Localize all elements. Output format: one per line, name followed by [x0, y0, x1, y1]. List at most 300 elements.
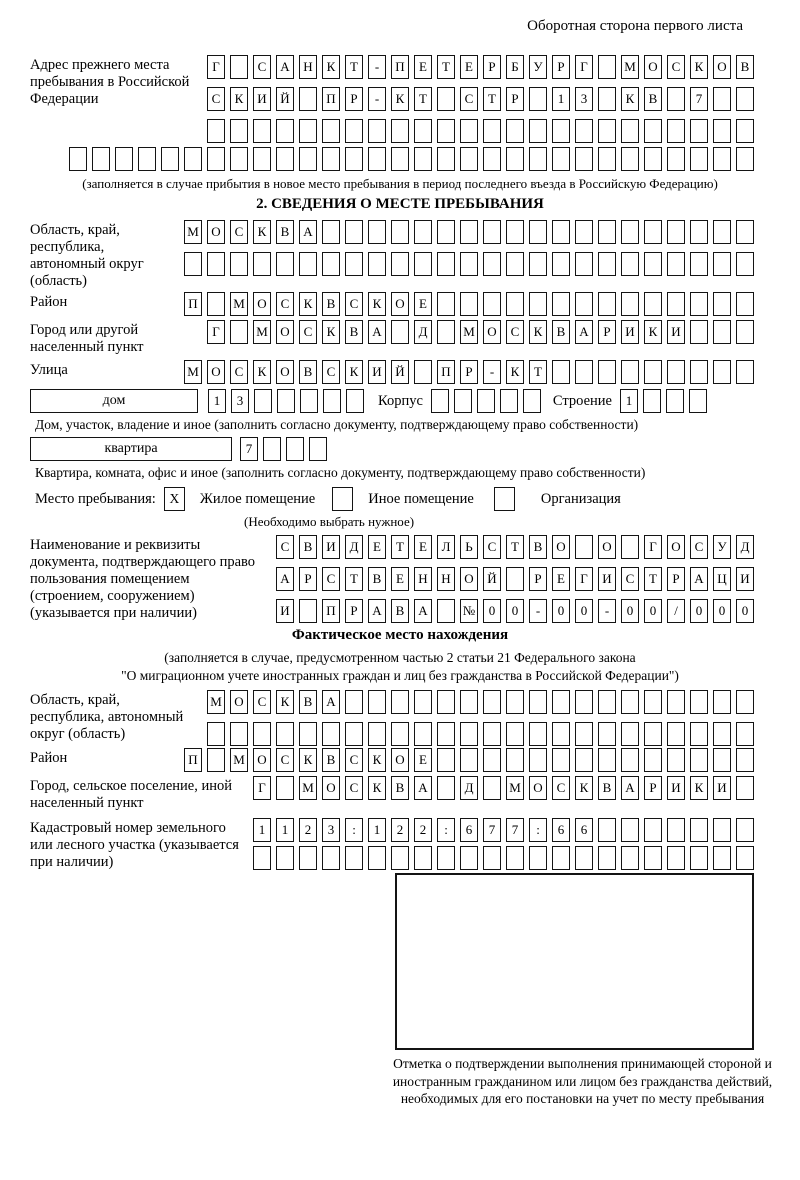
char-cell: [552, 147, 570, 171]
char-cell: Н: [299, 55, 317, 79]
char-cell: С: [460, 87, 478, 111]
char-cell: И: [322, 535, 340, 559]
char-cell: Р: [667, 567, 685, 591]
char-cell: [689, 389, 707, 413]
char-cell: [690, 252, 708, 276]
char-cell: [529, 87, 547, 111]
char-cell: [552, 690, 570, 714]
char-cell: /: [667, 599, 685, 623]
char-cell: С: [322, 360, 340, 384]
section2-title: 2. СВЕДЕНИЯ О МЕСТЕ ПРЕБЫВАНИЯ: [256, 196, 544, 212]
char-cell: А: [368, 320, 386, 344]
char-cell: [713, 119, 731, 143]
s2-street-label: Улица: [30, 362, 68, 378]
char-cell: [483, 846, 501, 870]
char-cell: 6: [575, 818, 593, 842]
char-cell: [253, 846, 271, 870]
char-cell: [644, 818, 662, 842]
char-cell: С: [621, 567, 639, 591]
prev-address-row-4-wrap: [30, 147, 754, 171]
s2-street-row: [184, 360, 754, 384]
char-cell: М: [299, 776, 317, 800]
prev-address-row-1: [207, 55, 754, 79]
char-cell: С: [690, 535, 708, 559]
char-cell: [552, 220, 570, 244]
char-cell: В: [391, 599, 409, 623]
char-cell: [253, 119, 271, 143]
char-cell: [736, 320, 754, 344]
char-cell: И: [667, 776, 685, 800]
char-cell: А: [322, 690, 340, 714]
char-cell: К: [644, 320, 662, 344]
char-cell: Т: [345, 55, 363, 79]
char-cell: О: [391, 748, 409, 772]
char-cell: [552, 722, 570, 746]
char-cell: [368, 147, 386, 171]
char-cell: [483, 776, 501, 800]
char-cell: [644, 252, 662, 276]
char-cell: [322, 220, 340, 244]
option-label-org: Организация: [540, 490, 621, 507]
char-cell: [713, 818, 731, 842]
char-cell: Р: [552, 55, 570, 79]
checkbox-zhiloe: X: [164, 487, 185, 511]
char-cell: Г: [207, 320, 225, 344]
char-cell: [736, 147, 754, 171]
char-cell: И: [736, 567, 754, 591]
char-cell: [529, 748, 547, 772]
char-cell: [690, 818, 708, 842]
char-cell: [460, 690, 478, 714]
char-cell: 0: [690, 599, 708, 623]
char-cell: [621, 690, 639, 714]
char-cell: [644, 748, 662, 772]
char-cell: [391, 147, 409, 171]
char-cell: [690, 292, 708, 316]
char-cell: В: [276, 220, 294, 244]
char-cell: [276, 147, 294, 171]
char-cell: В: [299, 690, 317, 714]
char-cell: [253, 147, 271, 171]
prev-address-group: [30, 55, 754, 143]
s2-region-label: Область, край, республика, автономный округ (область): [30, 222, 144, 289]
char-cell: 1: [620, 389, 638, 413]
char-cell: В: [529, 535, 547, 559]
char-cell: К: [391, 87, 409, 111]
char-cell: [644, 360, 662, 384]
char-cell: В: [322, 292, 340, 316]
prev-address-row-3: [207, 119, 754, 143]
char-cell: [644, 690, 662, 714]
char-cell: А: [690, 567, 708, 591]
char-cell: С: [506, 320, 524, 344]
char-cell: [299, 147, 317, 171]
char-cell: М: [184, 360, 202, 384]
char-cell: [713, 87, 731, 111]
char-cell: [736, 776, 754, 800]
char-cell: [506, 119, 524, 143]
stay-type-label: Место пребывания:: [35, 490, 156, 507]
char-cell: [207, 292, 225, 316]
char-cell: [253, 252, 271, 276]
char-cell: Й: [276, 87, 294, 111]
char-cell: [276, 846, 294, 870]
char-cell: [414, 147, 432, 171]
char-cell: [713, 252, 731, 276]
char-cell: [713, 320, 731, 344]
char-cell: М: [621, 55, 639, 79]
char-cell: [621, 535, 639, 559]
char-cell: [575, 119, 593, 143]
char-cell: 6: [552, 818, 570, 842]
char-cell: К: [299, 748, 317, 772]
char-cell: [368, 690, 386, 714]
char-cell: [460, 846, 478, 870]
char-cell: Ц: [713, 567, 731, 591]
char-cell: 6: [460, 818, 478, 842]
char-cell: [207, 119, 225, 143]
char-cell: [529, 292, 547, 316]
char-cell: [254, 389, 272, 413]
char-cell: [253, 722, 271, 746]
char-cell: [263, 437, 281, 461]
char-cell: [667, 147, 685, 171]
char-cell: 0: [644, 599, 662, 623]
s3-city-rows: [253, 776, 754, 800]
char-cell: [322, 722, 340, 746]
char-cell: [621, 360, 639, 384]
char-cell: [529, 690, 547, 714]
char-cell: М: [506, 776, 524, 800]
char-cell: 1: [253, 818, 271, 842]
stay-type-note: (Необходимо выбрать нужное): [244, 514, 415, 529]
char-cell: К: [230, 87, 248, 111]
char-cell: Т: [483, 87, 501, 111]
char-cell: [483, 722, 501, 746]
char-cell: [621, 818, 639, 842]
char-cell: [575, 292, 593, 316]
char-cell: [437, 776, 455, 800]
char-cell: -: [368, 55, 386, 79]
char-cell: С: [253, 690, 271, 714]
char-cell: О: [253, 748, 271, 772]
char-cell: [345, 690, 363, 714]
char-cell: :: [437, 818, 455, 842]
char-cell: Е: [414, 535, 432, 559]
char-cell: К: [506, 360, 524, 384]
char-cell: О: [391, 292, 409, 316]
char-cell: О: [207, 360, 225, 384]
char-cell: [690, 147, 708, 171]
char-cell: А: [621, 776, 639, 800]
char-cell: [713, 292, 731, 316]
char-cell: [437, 320, 455, 344]
char-cell: 0: [483, 599, 501, 623]
char-cell: [529, 846, 547, 870]
char-cell: [345, 722, 363, 746]
char-cell: [713, 690, 731, 714]
char-cell: [391, 722, 409, 746]
char-cell: Й: [391, 360, 409, 384]
char-cell: М: [253, 320, 271, 344]
char-cell: [690, 748, 708, 772]
char-cell: [598, 147, 616, 171]
char-cell: Т: [506, 535, 524, 559]
char-cell: А: [299, 220, 317, 244]
char-cell: [736, 722, 754, 746]
char-cell: [437, 722, 455, 746]
char-cell: [483, 748, 501, 772]
char-cell: Р: [598, 320, 616, 344]
char-cell: [286, 437, 304, 461]
char-cell: [598, 818, 616, 842]
cadastral-row-1: [253, 818, 754, 842]
char-cell: [92, 147, 110, 171]
s2-region-rows: [184, 220, 754, 276]
char-cell: [506, 252, 524, 276]
prev-address-label: Адрес прежнего места пребывания в Российской Федерации: [30, 57, 190, 107]
char-cell: В: [368, 567, 386, 591]
char-cell: К: [368, 748, 386, 772]
char-cell: [644, 722, 662, 746]
char-cell: :: [345, 818, 363, 842]
s2-region-row-2: [184, 252, 754, 276]
char-cell: В: [391, 776, 409, 800]
char-cell: В: [598, 776, 616, 800]
char-cell: О: [483, 320, 501, 344]
apartment-row: [30, 437, 754, 461]
char-cell: [667, 846, 685, 870]
char-cell: [414, 252, 432, 276]
char-cell: [552, 748, 570, 772]
char-cell: Е: [460, 55, 478, 79]
char-cell: [575, 722, 593, 746]
char-cell: Д: [345, 535, 363, 559]
char-cell: С: [276, 535, 294, 559]
char-cell: [460, 147, 478, 171]
char-cell: К: [529, 320, 547, 344]
char-cell: [230, 722, 248, 746]
char-cell: [644, 119, 662, 143]
char-cell: И: [253, 87, 271, 111]
apartment-label-box: квартира: [30, 437, 232, 461]
char-cell: 0: [736, 599, 754, 623]
house-label-box: дом: [30, 389, 198, 413]
prev-address-row-4: [69, 147, 754, 171]
char-cell: К: [276, 690, 294, 714]
char-cell: [575, 220, 593, 244]
char-cell: А: [575, 320, 593, 344]
char-cell: И: [621, 320, 639, 344]
char-cell: [322, 119, 340, 143]
char-cell: Р: [345, 599, 363, 623]
char-cell: В: [345, 320, 363, 344]
char-cell: [391, 690, 409, 714]
char-cell: О: [644, 55, 662, 79]
char-cell: [529, 722, 547, 746]
char-cell: 7: [240, 437, 258, 461]
char-cell: [690, 320, 708, 344]
char-cell: :: [529, 818, 547, 842]
char-cell: [621, 846, 639, 870]
char-cell: 7: [483, 818, 501, 842]
char-cell: [437, 748, 455, 772]
char-cell: Е: [414, 748, 432, 772]
char-cell: [643, 389, 661, 413]
char-cell: [690, 722, 708, 746]
char-cell: [575, 535, 593, 559]
char-cell: К: [322, 55, 340, 79]
char-cell: Е: [414, 292, 432, 316]
char-cell: [575, 690, 593, 714]
char-cell: У: [713, 535, 731, 559]
char-cell: [690, 119, 708, 143]
char-cell: [598, 119, 616, 143]
house-row: [30, 389, 754, 413]
char-cell: №: [460, 599, 478, 623]
s3-district-group: [30, 748, 754, 772]
fact-note-line-2: "О миграционном учете иностранных граждан и лиц без гражданства в Российской Федерации"): [121, 668, 679, 683]
char-cell: [207, 722, 225, 746]
char-cell: [713, 748, 731, 772]
char-cell: [667, 292, 685, 316]
char-cell: И: [598, 567, 616, 591]
char-cell: Е: [414, 55, 432, 79]
document-group: [30, 535, 754, 623]
char-cell: В: [644, 87, 662, 111]
char-cell: [184, 147, 202, 171]
char-cell: [552, 360, 570, 384]
korpus-label: Корпус: [378, 392, 423, 409]
char-cell: [414, 360, 432, 384]
char-cell: Р: [529, 567, 547, 591]
char-cell: Р: [299, 567, 317, 591]
stroenie-cells: [620, 389, 707, 413]
char-cell: П: [322, 87, 340, 111]
apartment-note: Квартира, комната, офис и иное (заполнить согласно документу, подтверждающему право собственности): [35, 465, 646, 480]
char-cell: [207, 748, 225, 772]
char-cell: К: [253, 360, 271, 384]
char-cell: [323, 389, 341, 413]
char-cell: [575, 147, 593, 171]
char-cell: 2: [299, 818, 317, 842]
char-cell: О: [598, 535, 616, 559]
char-cell: С: [667, 55, 685, 79]
char-cell: [437, 220, 455, 244]
char-cell: А: [414, 599, 432, 623]
char-cell: [736, 220, 754, 244]
char-cell: В: [322, 748, 340, 772]
char-cell: [391, 252, 409, 276]
char-cell: [437, 119, 455, 143]
char-cell: [414, 119, 432, 143]
prev-address-row-2: [207, 87, 754, 111]
s2-district-group: [30, 292, 754, 316]
char-cell: [346, 389, 364, 413]
char-cell: [506, 147, 524, 171]
char-cell: [667, 818, 685, 842]
char-cell: С: [299, 320, 317, 344]
char-cell: 1: [208, 389, 226, 413]
house-number-cells: [208, 389, 364, 413]
char-cell: И: [667, 320, 685, 344]
s3-region-row-1: [207, 690, 754, 714]
s2-district-label: Район: [30, 294, 68, 310]
char-cell: [506, 690, 524, 714]
char-cell: О: [552, 535, 570, 559]
char-cell: Р: [483, 55, 501, 79]
korpus-cells: [431, 389, 541, 413]
char-cell: [322, 846, 340, 870]
char-cell: Р: [506, 87, 524, 111]
char-cell: Т: [437, 55, 455, 79]
char-cell: Р: [345, 87, 363, 111]
char-cell: 0: [575, 599, 593, 623]
char-cell: [713, 722, 731, 746]
char-cell: [276, 252, 294, 276]
char-cell: И: [368, 360, 386, 384]
char-cell: [575, 252, 593, 276]
char-cell: [276, 119, 294, 143]
char-cell: [454, 389, 472, 413]
char-cell: [598, 292, 616, 316]
char-cell: [230, 119, 248, 143]
char-cell: [736, 690, 754, 714]
char-cell: Т: [345, 567, 363, 591]
char-cell: 1: [276, 818, 294, 842]
char-cell: [736, 252, 754, 276]
char-cell: [667, 360, 685, 384]
char-cell: [437, 87, 455, 111]
char-cell: С: [345, 292, 363, 316]
char-cell: Н: [437, 567, 455, 591]
char-cell: [575, 846, 593, 870]
checkbox-inoe: [332, 487, 353, 511]
char-cell: [500, 389, 518, 413]
char-cell: [230, 320, 248, 344]
char-cell: Ь: [460, 535, 478, 559]
char-cell: 0: [621, 599, 639, 623]
s2-district-rows: [184, 292, 754, 316]
char-cell: [552, 119, 570, 143]
char-cell: [598, 690, 616, 714]
char-cell: [552, 252, 570, 276]
char-cell: [437, 147, 455, 171]
char-cell: А: [414, 776, 432, 800]
char-cell: [345, 252, 363, 276]
char-cell: [529, 147, 547, 171]
char-cell: Л: [437, 535, 455, 559]
char-cell: [667, 722, 685, 746]
char-cell: И: [276, 599, 294, 623]
char-cell: К: [690, 55, 708, 79]
char-cell: [666, 389, 684, 413]
char-cell: [575, 360, 593, 384]
char-cell: [529, 119, 547, 143]
char-cell: [713, 147, 731, 171]
char-cell: [506, 567, 524, 591]
char-cell: [598, 846, 616, 870]
char-cell: 0: [713, 599, 731, 623]
char-cell: [299, 252, 317, 276]
char-cell: [345, 119, 363, 143]
char-cell: [161, 147, 179, 171]
char-cell: О: [667, 535, 685, 559]
char-cell: [621, 748, 639, 772]
char-cell: [667, 690, 685, 714]
char-cell: [621, 292, 639, 316]
s3-region-rows: [207, 690, 754, 746]
